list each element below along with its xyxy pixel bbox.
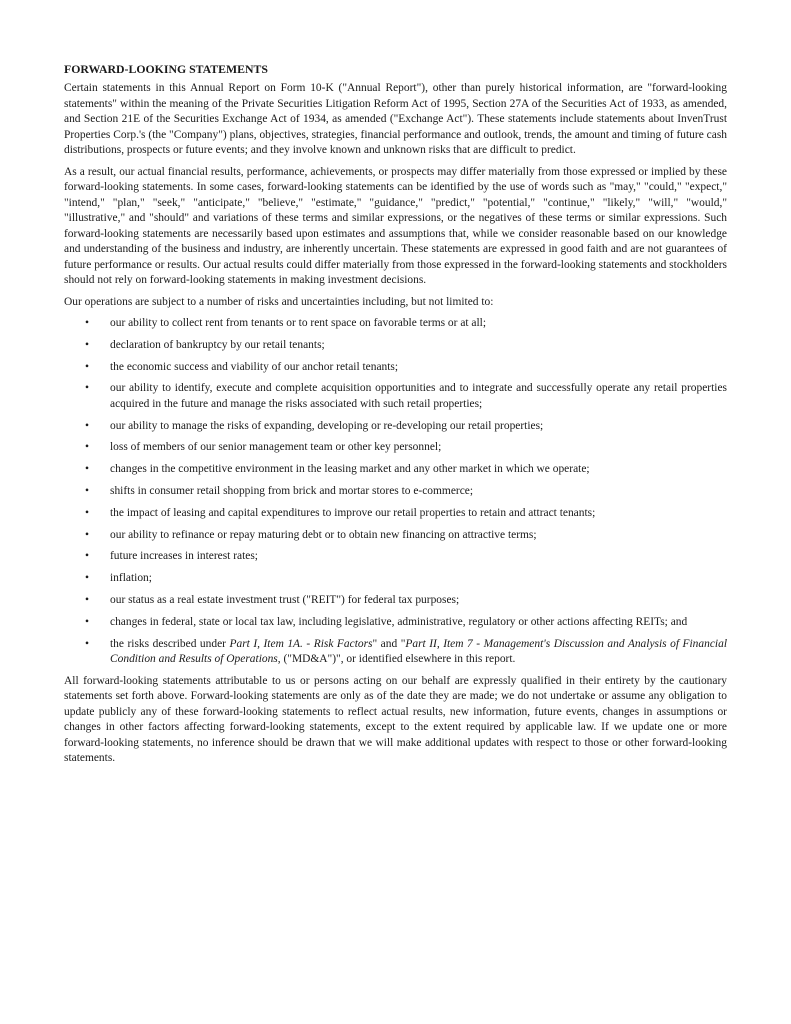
list-item: • changes in federal, state or local tax law, including legislative, administrative, regulatory or other actions affecting REITs; and (64, 615, 727, 631)
results-paragraph: As a result, our actual financial results, performance, achievements, or prospects may differ materially from those expressed or implied by these forward-looking statements. In some cases, forward-looking statements can be identified by the use of words such as "may," "could," "expect," "intend," "plan," "seek," "anticipate," "believe," "estimate," "guidance," "predict," "potential," "continue," "likely," "will," "would," "illustrative," and "should" and variations of these terms and similar expressions, or the negatives of these terms or similar expressions. Such forward-looking statements are necessarily based upon estimates and assumptions that, while we consider reasonable based on our knowledge and understanding of the business and industry, are inherently uncertain. These statements are expressed in good faith and are not guarantees of future performance or results. Our actual results could differ materially from those expressed in the forward-looking statements and stockholders should not rely on forward-looking statements in making investment decisions. (64, 165, 727, 286)
list-item: • shifts in consumer retail shopping from brick and mortar stores to e-commerce; (64, 484, 727, 500)
list-item: • our ability to refinance or repay maturing debt or to obtain new financing on attractive terms; (64, 528, 727, 544)
section-heading: FORWARD-LOOKING STATEMENTS (64, 62, 268, 76)
list-item: • declaration of bankruptcy by our retail tenants; (64, 338, 727, 354)
bullet-icon: • (85, 463, 90, 476)
list-item: • loss of members of our senior management team or other key personnel; (64, 440, 727, 456)
risk-list (64, 316, 727, 668)
document-page (64, 62, 727, 773)
bullet-icon: • (85, 550, 90, 563)
bullet-icon: • (85, 637, 90, 650)
list-item: • future increases in interest rates; (64, 549, 727, 565)
intro-paragraph: Certain statements in this Annual Report on Form 10-K ("Annual Report"), other than purely historical information, are "forward-looking statements" within the meaning of the Private Securities Litigation Reform Act of 1995, Section 27A of the Securities Act of 1933, as amended, and Section 21E of the Securities Exchange Act of 1934, as amended ("Exchange Act"). These statements include statements about InvenTrust Properties Corp.'s (the "Company") plans, objectives, strategies, financial performance and outlook, trends, the amount and timing of future cash distributions, prospects or future events; and they involve known and unknown risks that are difficult to predict. (64, 82, 727, 156)
risk-factors-reference: Part I, Item 1A. - Risk Factors (229, 637, 373, 650)
list-item: • inflation; (64, 571, 727, 587)
bullet-icon: • (85, 572, 90, 585)
list-item: • our ability to manage the risks of expanding, developing or re-developing our retail properties; (64, 419, 727, 435)
bullet-icon: • (85, 419, 90, 432)
risks-intro-paragraph: Our operations are subject to a number of risks and uncertainties including, but not limited to: (64, 295, 494, 308)
bullet-icon: • (85, 382, 90, 395)
bullet-icon: • (85, 338, 90, 351)
bullet-icon: • (85, 360, 90, 373)
list-item: • our ability to collect rent from tenants or to rent space on favorable terms or at all; (64, 316, 727, 332)
bullet-icon: • (85, 594, 90, 607)
bullet-icon: • (85, 506, 90, 519)
bullet-icon: • (85, 528, 90, 541)
bullet-icon: • (85, 317, 90, 329)
mdna-reference: Part II, Item 7 - Management's Discussion and Analysis of Financial Condition and Results of Operations (110, 637, 727, 666)
bullet-icon: • (85, 615, 90, 628)
list-item: • our ability to identify, execute and complete acquisition opportunities and to integrate and successfully operate any retail properties acquired in the future and manage the risks associated with such retail properties; (85, 382, 727, 410)
bullet-icon: • (85, 441, 90, 454)
list-item-risk-factors-reference: • the risks described under Part I, Item 1A. - Risk Factors" and "Part II, Item 7 - Management's Discussion and Analysis of Financial Condition and Results of Operations, ("MD&A")", or identified elsewhere in this report. (85, 637, 727, 666)
list-item: • the economic success and viability of our anchor retail tenants; (64, 360, 727, 376)
bullet-icon: • (85, 485, 90, 498)
list-item: • changes in the competitive environment in the leasing market and any other market in which we operate; (64, 462, 727, 478)
closing-paragraph: All forward-looking statements attributable to us or persons acting on our behalf are expressly qualified in their entirety by the cautionary statements set forth above. Forward-looking statements are only as of the date they are made; we do not undertake or assume any obligation to update publicly any of these forward-looking statements to reflect actual results, new information, future events, changes in assumptions or changes in other factors affecting forward-looking statements, except to the extent required by applicable law. If we update one or more forward-looking statements, no inference should be drawn that we will make additional updates with respect to those or other forward-looking statements. (64, 674, 727, 765)
list-item: • our status as a real estate investment trust ("REIT") for federal tax purposes; (64, 593, 727, 609)
list-item: • the impact of leasing and capital expenditures to improve our retail properties to retain and attract tenants; (64, 506, 727, 522)
